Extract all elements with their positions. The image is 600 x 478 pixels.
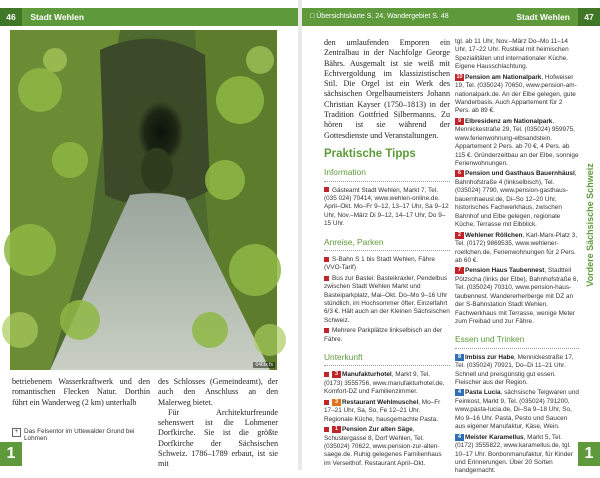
- lodging-list: [324, 371, 450, 468]
- right-header-title: Stadt Wehlen: [516, 12, 570, 22]
- photo-caption-text: Das Felsentor im Uttewalder Grund bei Lohmen: [24, 428, 135, 442]
- right-page-number: 47: [578, 8, 600, 26]
- map-ref-text: Übersichtskarte S. 24, Wandergebiet S. 48: [316, 13, 449, 20]
- map-marker-number: 3: [332, 399, 341, 406]
- left-page: [0, 0, 298, 470]
- list-item: S-Bahn S 1 bis Stadt Wehlen, Fähre (VVO-Tarif): [324, 255, 435, 272]
- right-chapter-number: 1: [578, 442, 600, 466]
- list-item: 4 Meister Karamellus, Markt 5, Tel. (0172) 3555822, www.karamellus.de, tgl. 10–17 Uhr. Bonbonmanufaktur, für Kinder und Erinnerungen. Über 20 Sorten handgemacht.: [455, 433, 573, 475]
- map-marker-number: 10: [456, 73, 463, 80]
- divider: [324, 250, 450, 251]
- photo-credit: 046ts fs: [255, 362, 273, 368]
- region-side-tab-label: Vordere Sächsische Schweiz: [585, 163, 595, 287]
- list-item: 3 Manufakturhotel, Markt 9, Tel. (0173) 3555756, www.manufakturhotel.de, Komfort-DZ und Familienzimmer.: [324, 371, 445, 396]
- list-item: 2 Wehlener Röllchen, Karl-Marx-Platz 3, Tel. (0172) 9869535, www.wehlener-roellchen.de, Ferienwohnungen für 2 Pers. ab 60 €.: [455, 231, 578, 264]
- tips-title: Praktische Tipps: [324, 147, 416, 160]
- marker-icon: [324, 187, 329, 192]
- left-col-1-text: betriebenem Wasserkraftwerk und den romantischen Flecken Natur. Dorthin führt ein Wanderweg (2 km) unterhalb: [12, 377, 150, 407]
- right-page: [302, 0, 600, 475]
- map-marker-number: 6: [455, 170, 464, 177]
- right-col-a: [324, 38, 450, 470]
- map-marker-number: 2: [455, 232, 464, 239]
- map-icon: □: [310, 13, 317, 20]
- arrival-list: [324, 256, 450, 344]
- list-item: 6 Pension und Gasthaus Bauernhäusl, Bahnhofstraße 4 (linkselbisch), Tel. (035024) 7790, www.pension-gasthaus-bauernhaeusl.de, Di–So 12–20 Uhr, historisches Fachwerkhaus, zwischen Bahnhof und Elbe gelegen, regionale Küche, Terrasse mit Elbblick.: [455, 170, 577, 229]
- list-item: Mehrere Parkplätze linkselbisch an der Fähre.: [324, 327, 443, 343]
- section-information: Information: [324, 167, 366, 178]
- marker-icon: [324, 257, 329, 262]
- marker-icon: [324, 328, 329, 333]
- marker-icon: [324, 400, 329, 405]
- left-col-2: [158, 377, 278, 470]
- info-list: [324, 187, 450, 229]
- left-col-2-para-2: Für Architekturfreunde sehenswert ist die Lohmener Dorfkirche. Sie ist die größte Dorfkirche der Sächsischen Schweiz. 1786–1789 erbaut, ist sie mit: [158, 407, 278, 469]
- list-item: 9 Elbresidenz am Nationalpark, Mennickestraße 29, Tel. (035024) 959975, www.ferienwohnung-elbsandstein. Appartement 2 Pers. ab 70 €, 4 Pers. ab 115 €. Gründerzeitbau an der Elbe, sonnige Ferienwohnungen.: [455, 117, 579, 168]
- left-col-2-para-1: des Schlosses (Gemeindeamt), der auch den Anschluss an den Malerweg bietet.: [158, 377, 278, 407]
- map-marker-number: 7: [455, 267, 464, 274]
- list-item: 3 Restaurant Wehlmuschel, Mo–Fr 17–21 Uhr, Sa, So, Fe 12–21 Uhr. Regionale Küche, hausgemachte Pasta.: [324, 398, 441, 423]
- left-page-number: 46: [0, 8, 22, 26]
- lodging-list-continued: [455, 38, 579, 326]
- right-col-b: [455, 38, 579, 478]
- list-item: 1 Pension Zur alten Säge, Schustergasse 8, Dorf Wehlen, Tel. (035024) 70622, www.pension-zur-alten-saege.de. Ruhig gelegenes Familienhaus im Verseithof. Restaurant April–Okt.: [324, 426, 442, 467]
- list-item: 10 Pension am Nationalpark, Hofweiser 19, Tel. (035024) 70650, www.pension-am-nationalpark.de. An der Elbe gelegen, gute Wanderbasis. Auch Appartement für 2 Pers. ab 89 €.: [455, 73, 577, 115]
- camera-icon: +: [12, 428, 21, 437]
- divider: [324, 365, 450, 366]
- list-item: tgl. ab 11 Uhr, Nov.–März Do–Mo 11–14 Uhr, 17–22 Uhr. Rustikal mit heimischen Spezialitäten und internationaler Küche. Eigene Hausschlachtung.: [455, 38, 569, 71]
- gorge-photo-art: [10, 30, 277, 370]
- divider: [455, 348, 579, 349]
- list-item: Bus zur Bastei: Basteikraxler, Pendelbus zwischen Stadt Wehlen Markt und Basteiparkplatz, Mai–Okt. Do–Mo 9–16 Uhr stündlich, im Hochsommer öfter. Einzelfahrt 6/3 €. Hält auch an der Kleinen Sächsischen Schweiz.: [324, 274, 450, 324]
- map-marker-number: 4: [455, 389, 464, 396]
- church-text: den umlaufenden Emporen ein Zentralbau in der Nachfolge George Bährs. Ausgemalt ist sie weiß mit Echtvergoldung im klassizistischen Stil. Die Orgel ist ein Werk des sächsischen Orgelbaumeisters Johann Christian Kayser (1750–1813) in der Tradition Gottfried Silbermanns. Zu hören ist sie während der Gottesdienste und Veranstaltungen.: [324, 38, 450, 140]
- map-marker-number: 4: [455, 434, 464, 441]
- list-item: 8 Imbiss zur Habe, Mennickestraße 17, Tel. (035024) 70921, Do–Di 11–21 Uhr. Schnell und preisgünstig gut essen. Fleischer aus der Region.: [455, 353, 574, 387]
- map-marker-number: 1: [332, 426, 341, 433]
- map-marker-number: 3: [332, 371, 341, 378]
- list-item: 7 Pension Haus Taubennest, Stadtteil Pötzscha (links der Elbe), Bahnhofstraße 6, Tel. (035024) 70310, www.pension-haus-taubennest. Wandererherberge mit DZ an der S-Bahnstation Stadt Wehlen. Fachwerkhaus mit Terrasse, wenige Meter zum Freibad und zur Fähre.: [455, 267, 579, 325]
- left-header-title: Stadt Wehlen: [30, 12, 85, 22]
- list-item: Gästeamt Stadt Wehlen, Markt 7, Tel. (035 024) 70414, www.wehlen-online.de. April–Okt. Mo–Fr 9–12, 13–17 Uhr, Sa 9–12 Uhr, Nov.–März Di 9–12, 14–17 Uhr, Do 9–15 Uhr.: [324, 186, 449, 228]
- marker-icon: [324, 427, 329, 432]
- section-lodging: Unterkunft: [324, 351, 363, 362]
- left-header: [0, 8, 298, 26]
- map-marker-number: 8: [455, 354, 464, 361]
- region-side-tab: [583, 80, 597, 370]
- right-header: [302, 8, 600, 26]
- right-header-map-ref: [310, 8, 449, 26]
- map-marker-number: 9: [455, 118, 464, 125]
- left-chapter-number: 1: [0, 442, 22, 466]
- divider: [324, 181, 450, 182]
- section-arrival: Anreise, Parken: [324, 236, 384, 247]
- list-item: 4 Pasta Lucia, sächsische Teigwaren und Feinkost, Markt 9, Tel. (035024) 791200, www.pasta-lucia.de, Di–Sa 9–18 Uhr, So, Mo 9–16 Uhr. Pasta, Pesto und Saucen aus eigener Manufaktur, Käse, Wein.: [455, 389, 579, 431]
- left-col-1: [12, 377, 150, 408]
- gorge-photo: [10, 30, 277, 370]
- section-food: Essen und Trinken: [455, 334, 525, 345]
- marker-icon: [324, 372, 329, 377]
- food-list: [455, 354, 579, 476]
- marker-icon: [324, 276, 329, 281]
- photo-caption: [12, 428, 152, 442]
